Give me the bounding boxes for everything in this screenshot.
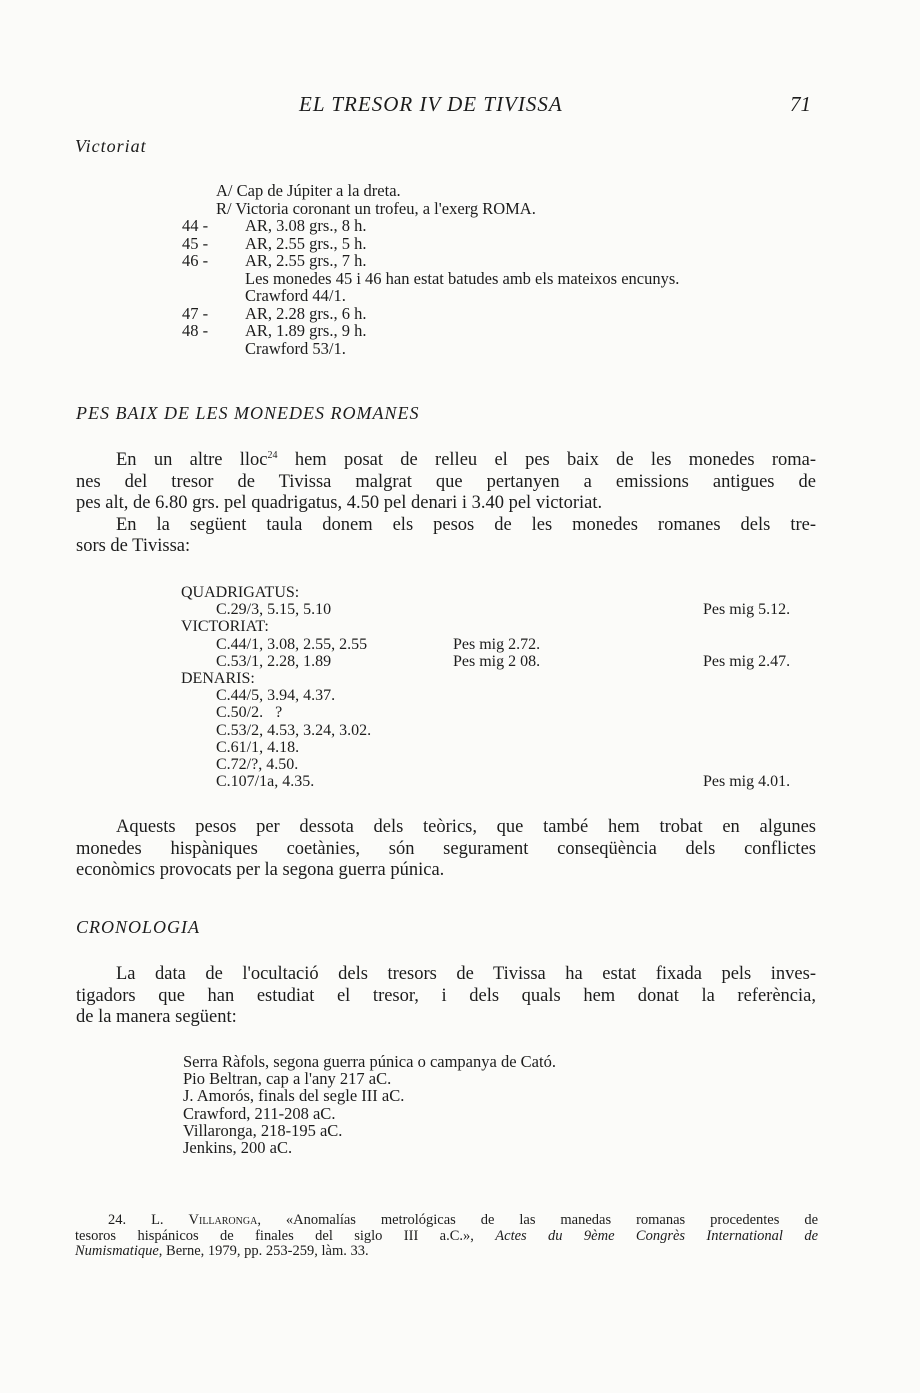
paragraph-line: econòmics provocats per la segona guerra púnica. [76, 860, 445, 880]
table-cell: Pes mig 2.47. [703, 652, 791, 670]
table-cell: Pes mig 5.12. [703, 601, 791, 619]
table-row [0, 722, 920, 739]
paragraph-line: nes del tresor de Tivissa malgrat que pertanyen a emissions antigues de [76, 471, 816, 492]
table-row [0, 653, 920, 670]
list-item: Jenkins, 200 aC. [183, 1138, 293, 1158]
footnote-ref: 24 [267, 449, 278, 461]
table-row [0, 756, 920, 773]
coin-line [0, 305, 920, 323]
table-cell: C.53/2, 4.53, 3.24, 3.02. [216, 721, 372, 739]
section-heading-pes-baix: PES BAIX DE LES MONEDES ROMANES [76, 403, 420, 423]
coin-line [0, 200, 920, 218]
paragraph-line: tigadors que han estudiat el tresor, i dels quals hem donat la referència, [76, 985, 816, 1006]
footnote-text: , Berne, 1979, pp. 253-259, làm. 33. [158, 1243, 369, 1259]
paragraph-line: En la següent taula donem els pesos de les monedes romanes dels tre- [116, 514, 816, 535]
list-item: Crawford, 211-208 aC. [183, 1103, 336, 1123]
line-text: En un altre lloc [116, 450, 268, 470]
paragraph-line: pes alt, de 6.80 grs. pel quadrigatus, 4.50 pel denari i 3.40 pel victoriat. [76, 493, 603, 513]
coin-line [0, 235, 920, 253]
table-cell: Pes mig 2 08. [453, 652, 541, 670]
paragraph-line [76, 450, 816, 472]
coin-text: R/ Victoria coronant un trofeu, a l'exerg ROMA. [216, 198, 536, 218]
paragraph-line: sors de Tivissa: [76, 536, 191, 556]
coin-number: 47 - [182, 303, 209, 323]
paragraph-aquests [76, 817, 816, 882]
paragraph-line: Aquests pesos per dessota dels teòrics, que també hem trobat en algunes [116, 817, 816, 837]
coin-text: Crawford 44/1. [245, 286, 346, 305]
paragraph-line: monedes hispàniques coetànies, són segurament conseqüència dels conflictes [76, 838, 816, 859]
coin-line [0, 252, 920, 270]
footnote-line [75, 1244, 818, 1260]
paragraph-line: La data de l'ocultació dels tresors de Tivissa ha estat fixada pels inves- [116, 964, 816, 984]
coin-text: Crawford 53/1. [245, 338, 346, 358]
footnote-number: 24. [108, 1212, 127, 1228]
coin-number: 45 - [182, 233, 209, 253]
table-cell: C.50/2. ? [216, 704, 283, 722]
coin-text: Les monedes 45 i 46 han estat batudes amb els mateixos encunys. [245, 268, 680, 288]
table-cell: C.44/1, 3.08, 2.55, 2.55 [216, 635, 368, 653]
coin-catalogue [0, 182, 920, 357]
footnote-author: Villaronga [188, 1212, 258, 1228]
coin-text: AR, 3.08 grs., 8 h. [245, 216, 367, 235]
table-cell: Pes mig 2.72. [453, 635, 541, 653]
coin-line [0, 270, 920, 288]
table-row [0, 584, 920, 601]
footnote [75, 1213, 818, 1260]
footnote-text: , «Anomalías metrológicas de las manedas romanas procedentes de [257, 1212, 819, 1228]
footnote-journal: Numismatique [75, 1243, 159, 1259]
footnote-text: tesoros hispánicos de finales del siglo III a.C.», [75, 1227, 496, 1244]
coin-number: 44 - [182, 216, 209, 235]
table-cell: VICTORIAT: [181, 618, 269, 636]
line-text: hem posat de relleu el pes baix de les monedes roma- [277, 450, 816, 470]
list-item: Serra Ràfols, segona guerra púnica o campanya de Cató. [183, 1052, 556, 1071]
list-item: Pio Beltran, cap a l'any 217 aC. [183, 1069, 392, 1089]
coin-line [0, 217, 920, 235]
table-row [0, 739, 920, 756]
paragraph-pes-baix [76, 450, 816, 558]
table-cell: C.44/5, 3.94, 4.37. [216, 687, 336, 705]
coin-line [0, 340, 920, 358]
table-row [0, 601, 920, 618]
table-row [0, 670, 920, 687]
table-row [0, 704, 920, 721]
footnote-author-initial: L. [151, 1212, 164, 1228]
footnote-journal: Actes du 9ème Congrès International de [495, 1227, 819, 1244]
coin-text: AR, 1.89 grs., 9 h. [245, 321, 367, 340]
coin-text: A/ Cap de Júpiter a la dreta. [216, 181, 401, 200]
list-item: Villaronga, 218-195 aC. [183, 1120, 343, 1140]
coin-line [0, 287, 920, 305]
table-row [0, 773, 920, 790]
table-cell: C.29/3, 5.15, 5.10 [216, 601, 332, 619]
table-cell: C.107/1a, 4.35. [216, 773, 315, 791]
table-cell: C.61/1, 4.18. [216, 738, 300, 756]
coin-text: AR, 2.55 grs., 7 h. [245, 251, 367, 270]
paragraph-cronologia [76, 964, 816, 1029]
table-row [0, 636, 920, 653]
table-cell: C.72/?, 4.50. [216, 755, 299, 773]
table-row [0, 687, 920, 704]
table-cell: Pes mig 4.01. [703, 773, 791, 791]
coin-line [0, 322, 920, 340]
chronology-list [183, 1053, 556, 1156]
coin-text: AR, 2.55 grs., 5 h. [245, 233, 367, 253]
coin-number: 46 - [182, 251, 209, 270]
table-cell: DENARIS: [181, 669, 255, 687]
footnote-line [75, 1213, 818, 1229]
table-row [0, 618, 920, 635]
section-heading-cronologia: CRONOLOGIA [76, 917, 201, 937]
table-cell: QUADRIGATUS: [181, 584, 300, 601]
coin-line [0, 182, 920, 200]
weights-table [0, 584, 920, 790]
coin-text: AR, 2.28 grs., 6 h. [245, 303, 367, 323]
coin-number: 48 - [182, 321, 209, 340]
list-item: J. Amorós, finals del segle III aC. [183, 1086, 405, 1106]
section-label-victoriat: Victoriat [75, 136, 147, 156]
running-title: EL TRESOR IV DE TIVISSA [299, 92, 563, 116]
table-cell: C.53/1, 2.28, 1.89 [216, 652, 332, 670]
paragraph-line: de la manera següent: [76, 1007, 237, 1027]
page-number: 71 [790, 92, 811, 116]
footnote-line [75, 1229, 818, 1245]
